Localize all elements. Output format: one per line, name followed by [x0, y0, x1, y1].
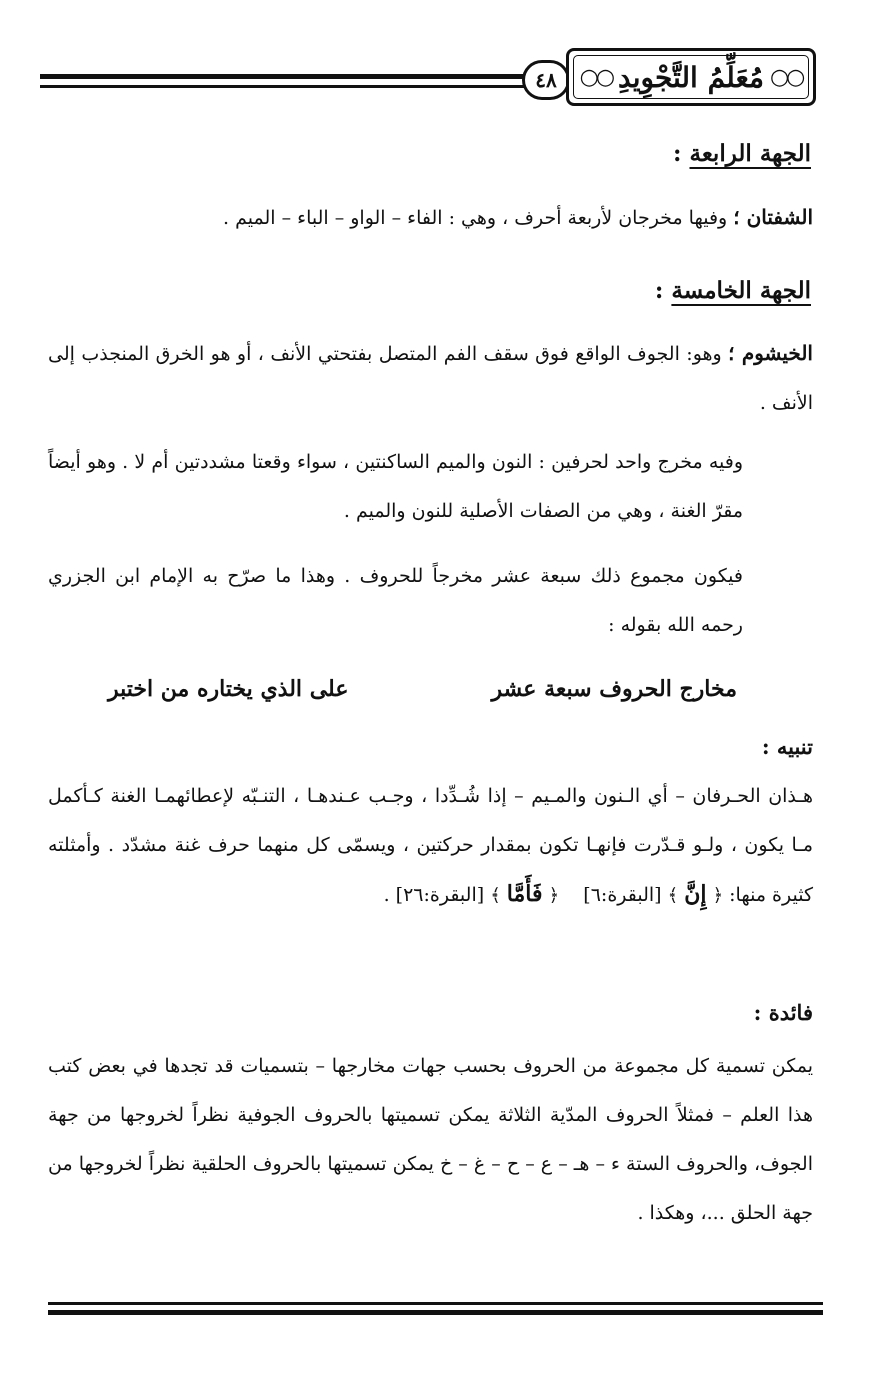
section5-heading: الجهة الخامسة : [654, 277, 811, 304]
tanbih-heading: تنبيه : [761, 734, 813, 759]
ornament-right-icon: ○○ [769, 64, 803, 90]
faida-heading: فائدة : [753, 1000, 813, 1025]
tanbih-text: هـذان الحـرفان – أي الـنون والمـيم – إذا شُـدِّدا ، وجـب عـندهـا ، التنـبّه لإعطائهمـا الغنة كـأكمل مـا يكون ، ولـو قـدّرت فإنهـا تكون بمقدار حركتين ، ويسمّى كل منهما حرف غنة مشدّد . وأمثلته كثيرة منها: [48, 785, 813, 906]
verse-first-half: مخارج الحروف سبعة عشر [491, 676, 737, 702]
example-2: فَأَمَّا [506, 881, 543, 907]
section4-text: وفيها مخرجان لأربعة أحرف ، وهي : الفاء – الواو – الباء – الميم . [223, 207, 734, 229]
ref-1: [البقرة:٦] [583, 884, 662, 906]
section5-text: وهو: الجوف الواقع فوق سقف الفم المتصل بفتحتي الأنف ، أو هو الخرق المنجذب إلى الأنف . [48, 343, 813, 414]
brace-close-icon: ﴾ [490, 885, 501, 906]
section5-term: الخيشوم ؛ [728, 341, 813, 365]
verse-second-half: على الذي يختاره من اختبر [108, 676, 349, 702]
running-title [566, 48, 816, 106]
ghunna-paragraph: وفيه مخرج واحد لحرفين : النون والميم الساكنتين ، سواء وقعتا مشددتين أم لا . وهو أيضاً مقرّ الغنة ، وهي من الصفات الأصلية للنون والميم . [48, 451, 743, 522]
tanbih-paragraph [48, 772, 813, 920]
faida-paragraph: يمكن تسمية كل مجموعة من الحروف بحسب جهات مخارجها – بتسميات قد تجدها في بعض كتب هذا العلم – فمثلاً الحروف المدّية الثلاثة يمكن تسميتها بالحروف الجوفية نظراً لخروجها من جهة الجوف، والحروف الستة ء – هـ – ع – ح – غ – خ يمكن تسميتها بالحروف الحلقية نظراً لخروجها من جهة الحلق ...، وهكذا . [48, 1055, 813, 1224]
ornament-left-icon: ○○ [579, 64, 613, 90]
header-rule-thin [40, 85, 535, 88]
example-1: إِنَّ [684, 881, 707, 907]
ref-2: [البقرة:٢٦] . [383, 884, 485, 906]
brace-close-icon: ﴾ [667, 885, 679, 906]
section4-term: الشفتان ؛ [733, 205, 813, 229]
footer-rule-thin [48, 1302, 823, 1305]
section4-heading: الجهة الرابعة : [672, 140, 811, 167]
brace-open-icon: ﴿ [548, 885, 560, 906]
header-rule-thick [40, 74, 535, 79]
section5-paragraph [48, 329, 813, 428]
section4-paragraph [50, 193, 813, 243]
brace-open-icon: ﴿ [712, 885, 724, 906]
book-title: مُعَلِّمُ التَّجْوِيدِ [618, 60, 764, 94]
footer-rule-thick [48, 1310, 823, 1315]
page-number: ٤٨ [522, 60, 570, 100]
total-paragraph: فيكون مجموع ذلك سبعة عشر مخرجاً للحروف . وهذا ما صرّح به الإمام ابن الجزري رحمه الله بقوله : [48, 565, 743, 636]
